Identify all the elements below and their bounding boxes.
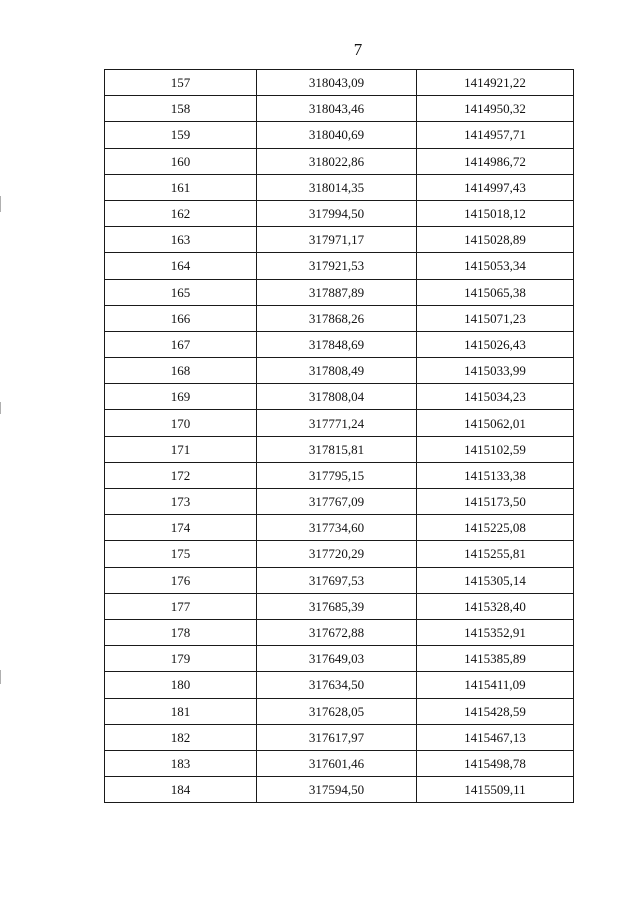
y-coordinate-cell: 1414921,22: [417, 70, 574, 96]
scan-margin-mark: [0, 402, 1, 414]
x-coordinate-cell: 317617,97: [257, 724, 417, 750]
x-coordinate-cell: 317868,26: [257, 305, 417, 331]
table-row: [105, 148, 574, 174]
y-coordinate-cell: 1415467,13: [417, 724, 574, 750]
y-coordinate-cell: 1415385,89: [417, 646, 574, 672]
point-number-cell: 171: [105, 436, 257, 462]
x-coordinate-cell: 317887,89: [257, 279, 417, 305]
y-coordinate-cell: 1415305,14: [417, 567, 574, 593]
table-row: [105, 227, 574, 253]
table-row: [105, 672, 574, 698]
table-row: [105, 436, 574, 462]
y-coordinate-cell: 1415498,78: [417, 750, 574, 776]
point-number-cell: 182: [105, 724, 257, 750]
x-coordinate-cell: 317921,53: [257, 253, 417, 279]
x-coordinate-cell: 318014,35: [257, 174, 417, 200]
table-row: [105, 619, 574, 645]
point-number-cell: 169: [105, 384, 257, 410]
scan-margin-mark: [0, 196, 1, 212]
y-coordinate-cell: 1415033,99: [417, 358, 574, 384]
point-number-cell: 163: [105, 227, 257, 253]
x-coordinate-cell: 317594,50: [257, 777, 417, 803]
y-coordinate-cell: 1415352,91: [417, 619, 574, 645]
table-row: [105, 462, 574, 488]
table-row: [105, 253, 574, 279]
x-coordinate-cell: 317697,53: [257, 567, 417, 593]
y-coordinate-cell: 1415255,81: [417, 541, 574, 567]
y-coordinate-cell: 1414997,43: [417, 174, 574, 200]
y-coordinate-cell: 1415328,40: [417, 593, 574, 619]
point-number-cell: 157: [105, 70, 257, 96]
table-row: [105, 331, 574, 357]
table-row: [105, 200, 574, 226]
table-row: [105, 724, 574, 750]
x-coordinate-cell: 317734,60: [257, 515, 417, 541]
table-row: [105, 567, 574, 593]
point-number-cell: 166: [105, 305, 257, 331]
point-number-cell: 164: [105, 253, 257, 279]
y-coordinate-cell: 1415062,01: [417, 410, 574, 436]
point-number-cell: 167: [105, 331, 257, 357]
table-row: [105, 305, 574, 331]
point-number-cell: 161: [105, 174, 257, 200]
y-coordinate-cell: 1415065,38: [417, 279, 574, 305]
table-row: [105, 70, 574, 96]
y-coordinate-cell: 1414950,32: [417, 96, 574, 122]
y-coordinate-cell: 1415509,11: [417, 777, 574, 803]
x-coordinate-cell: 317848,69: [257, 331, 417, 357]
page-number: 7: [353, 40, 363, 59]
y-coordinate-cell: 1415133,38: [417, 462, 574, 488]
y-coordinate-cell: 1415173,50: [417, 489, 574, 515]
y-coordinate-cell: 1415102,59: [417, 436, 574, 462]
point-number-cell: 168: [105, 358, 257, 384]
y-coordinate-cell: 1415026,43: [417, 331, 574, 357]
point-number-cell: 158: [105, 96, 257, 122]
table-row: [105, 489, 574, 515]
point-number-cell: 178: [105, 619, 257, 645]
table-row: [105, 96, 574, 122]
x-coordinate-cell: 317685,39: [257, 593, 417, 619]
y-coordinate-cell: 1415071,23: [417, 305, 574, 331]
x-coordinate-cell: 317808,04: [257, 384, 417, 410]
x-coordinate-cell: 317720,29: [257, 541, 417, 567]
x-coordinate-cell: 317634,50: [257, 672, 417, 698]
point-number-cell: 159: [105, 122, 257, 148]
coordinates-table-body: [105, 70, 574, 803]
y-coordinate-cell: 1415018,12: [417, 200, 574, 226]
x-coordinate-cell: 317795,15: [257, 462, 417, 488]
point-number-cell: 174: [105, 515, 257, 541]
point-number-cell: 173: [105, 489, 257, 515]
x-coordinate-cell: 318043,46: [257, 96, 417, 122]
table-row: [105, 358, 574, 384]
table-row: [105, 515, 574, 541]
point-number-cell: 180: [105, 672, 257, 698]
y-coordinate-cell: 1414957,71: [417, 122, 574, 148]
point-number-cell: 184: [105, 777, 257, 803]
y-coordinate-cell: 1415225,08: [417, 515, 574, 541]
y-coordinate-cell: 1414986,72: [417, 148, 574, 174]
point-number-cell: 172: [105, 462, 257, 488]
x-coordinate-cell: 318043,09: [257, 70, 417, 96]
y-coordinate-cell: 1415411,09: [417, 672, 574, 698]
point-number-cell: 177: [105, 593, 257, 619]
table-row: [105, 593, 574, 619]
table-row: [105, 174, 574, 200]
table-row: [105, 122, 574, 148]
point-number-cell: 181: [105, 698, 257, 724]
y-coordinate-cell: 1415034,23: [417, 384, 574, 410]
table-row: [105, 698, 574, 724]
x-coordinate-cell: 317808,49: [257, 358, 417, 384]
x-coordinate-cell: 317771,24: [257, 410, 417, 436]
point-number-cell: 183: [105, 750, 257, 776]
table-row: [105, 384, 574, 410]
point-number-cell: 176: [105, 567, 257, 593]
coordinates-table: [104, 69, 574, 803]
x-coordinate-cell: 317815,81: [257, 436, 417, 462]
y-coordinate-cell: 1415428,59: [417, 698, 574, 724]
y-coordinate-cell: 1415028,89: [417, 227, 574, 253]
point-number-cell: 165: [105, 279, 257, 305]
table-row: [105, 541, 574, 567]
point-number-cell: 175: [105, 541, 257, 567]
x-coordinate-cell: 317971,17: [257, 227, 417, 253]
x-coordinate-cell: 317628,05: [257, 698, 417, 724]
x-coordinate-cell: 317601,46: [257, 750, 417, 776]
table-row: [105, 777, 574, 803]
x-coordinate-cell: 318040,69: [257, 122, 417, 148]
x-coordinate-cell: 317649,03: [257, 646, 417, 672]
table-row: [105, 646, 574, 672]
point-number-cell: 179: [105, 646, 257, 672]
x-coordinate-cell: 317767,09: [257, 489, 417, 515]
table-row: [105, 410, 574, 436]
y-coordinate-cell: 1415053,34: [417, 253, 574, 279]
x-coordinate-cell: 317994,50: [257, 200, 417, 226]
scan-margin-mark: [0, 670, 1, 684]
x-coordinate-cell: 317672,88: [257, 619, 417, 645]
point-number-cell: 162: [105, 200, 257, 226]
table-row: [105, 279, 574, 305]
point-number-cell: 160: [105, 148, 257, 174]
table-row: [105, 750, 574, 776]
point-number-cell: 170: [105, 410, 257, 436]
x-coordinate-cell: 318022,86: [257, 148, 417, 174]
